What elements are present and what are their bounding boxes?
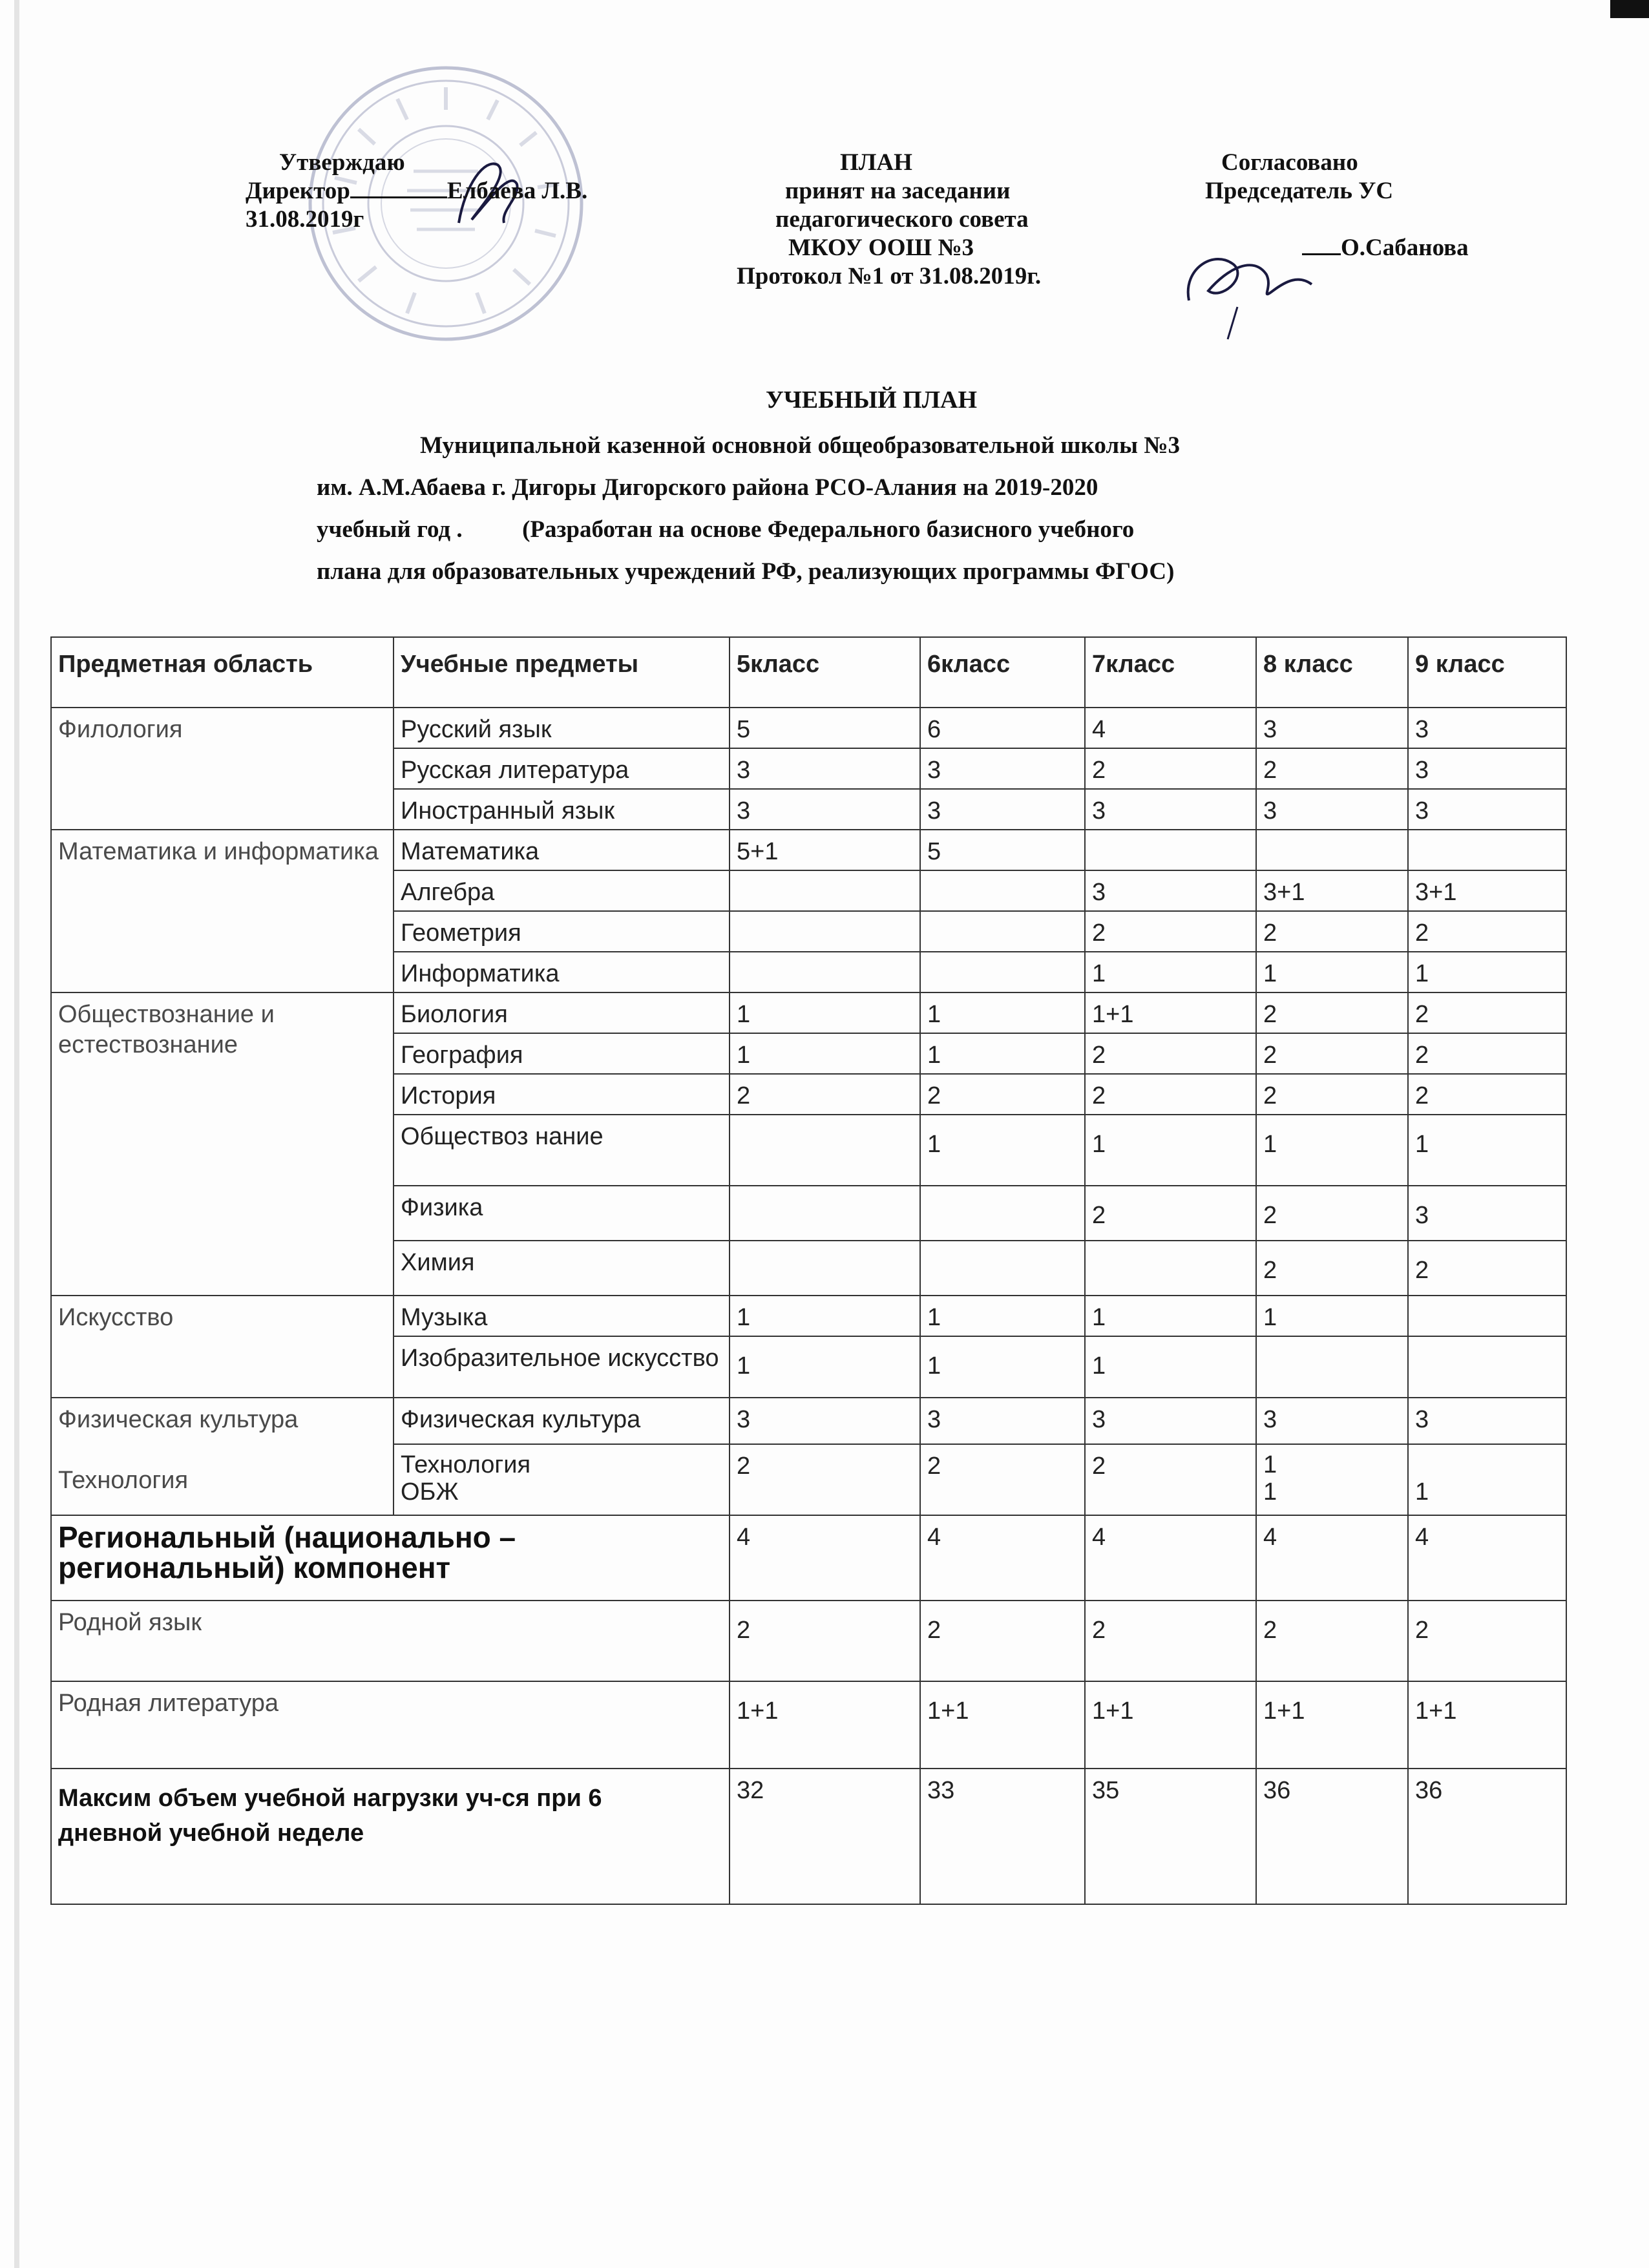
- header-cell: 8 класс: [1256, 637, 1408, 708]
- value-cell: 4: [730, 1515, 920, 1601]
- table-row: [51, 1296, 1566, 1336]
- header-cell: 6класс: [920, 637, 1085, 708]
- director-line: [246, 177, 587, 205]
- value-cell: 2: [730, 1601, 920, 1681]
- value-cell: 2: [1256, 1074, 1408, 1115]
- value-cell: 1: [730, 1033, 920, 1074]
- subject-cell: [394, 1444, 730, 1515]
- value-cell: [920, 911, 1085, 952]
- value-cell: [1408, 1444, 1566, 1515]
- value-cell: 2: [1408, 1601, 1566, 1681]
- subject-area-cell: Искусство: [51, 1296, 394, 1398]
- director-name: Елбаева Л.В.: [446, 178, 588, 204]
- area-tech: Технология: [58, 1467, 189, 1494]
- subject-cell: История: [394, 1074, 730, 1115]
- value-cell: [920, 952, 1085, 992]
- value-cell: 2: [1408, 1241, 1566, 1296]
- value-cell: 2: [1085, 1444, 1256, 1515]
- document-title: УЧЕБНЫЙ ПЛАН: [766, 386, 978, 414]
- value-cell: [920, 1241, 1085, 1296]
- value-cell: 1: [920, 1115, 1085, 1186]
- value-cell: 5: [920, 830, 1085, 870]
- value-cell: 4: [1085, 1515, 1256, 1601]
- table-row: [51, 830, 1566, 870]
- regional-label: Региональный (национально – региональный) компонент: [51, 1515, 730, 1601]
- subject-cell: Алгебра: [394, 870, 730, 911]
- value-cell: 3: [1408, 789, 1566, 830]
- subject-area-cell: Филология: [51, 708, 394, 830]
- value-cell: 2: [1085, 1033, 1256, 1074]
- native-literature-label: Родная литература: [51, 1681, 730, 1769]
- value-cell: 3: [1085, 1398, 1256, 1444]
- value-cell: [920, 1186, 1085, 1241]
- value-cell: [1408, 830, 1566, 870]
- table-row: [51, 1769, 1566, 1904]
- value-cell: 3: [730, 1398, 920, 1444]
- value-cell: 3+1: [1256, 870, 1408, 911]
- value-cell: [1256, 1336, 1408, 1398]
- subject-cell: Математика: [394, 830, 730, 870]
- area-phys: Физическая культура: [58, 1406, 299, 1433]
- value-cell: 2: [1408, 911, 1566, 952]
- value-cell: 1+1: [1256, 1681, 1408, 1769]
- intro-line1: Муниципальной казенной основной общеобразовательной школы №3: [420, 432, 1180, 459]
- table-row: [51, 1681, 1566, 1769]
- value-cell: 4: [1408, 1515, 1566, 1601]
- subject-area-cell: [51, 1398, 394, 1515]
- value-cell: 3: [730, 748, 920, 789]
- value-cell: 1+1: [1408, 1681, 1566, 1769]
- value-cell: 2: [1408, 1033, 1566, 1074]
- value-cell: 2: [1256, 1033, 1408, 1074]
- approval-block: [246, 149, 587, 234]
- value-cell: [730, 870, 920, 911]
- value-cell: 1: [1408, 952, 1566, 992]
- value-cell: 2: [1408, 1074, 1566, 1115]
- school-short-name: МКОУ ООШ №3: [788, 235, 974, 261]
- subject-cell: Обществоз нание: [394, 1115, 730, 1186]
- value-cell: 3: [920, 789, 1085, 830]
- tech-value: 1: [1263, 1451, 1277, 1478]
- native-language-label: Родной язык: [51, 1601, 730, 1681]
- subject-cell: География: [394, 1033, 730, 1074]
- value-cell: 2: [1085, 911, 1256, 952]
- subject-area-cell: Обществознание и естествознание: [51, 992, 394, 1296]
- max-load-label: [51, 1769, 730, 1904]
- value-cell: [730, 1115, 920, 1186]
- value-cell: 3+1: [1408, 870, 1566, 911]
- header-cell: 9 класс: [1408, 637, 1566, 708]
- table-row: [51, 1601, 1566, 1681]
- value-cell: 5: [730, 708, 920, 748]
- obzh-value: 1: [1415, 1478, 1429, 1506]
- value-cell: 2: [920, 1444, 1085, 1515]
- subject-cell: Русская литература: [394, 748, 730, 789]
- value-cell: 1: [730, 1296, 920, 1336]
- value-cell: 1: [920, 1336, 1085, 1398]
- value-cell: 2: [1256, 748, 1408, 789]
- agreed-label: Согласовано: [1221, 149, 1358, 176]
- value-cell: [1085, 1241, 1256, 1296]
- value-cell: 1: [1085, 952, 1256, 992]
- header-cell: 5класс: [730, 637, 920, 708]
- value-cell: [1408, 1336, 1566, 1398]
- intro-line2: им. А.М.Абаева г. Дигоры Дигорского района РСО-Алания на 2019-2020: [317, 474, 1098, 501]
- value-cell: 2: [1085, 1074, 1256, 1115]
- value-cell: [920, 870, 1085, 911]
- value-cell: 2: [1085, 1186, 1256, 1241]
- value-cell: 2: [1085, 1601, 1256, 1681]
- table-row: [51, 1398, 1566, 1444]
- chairman-name: О.Сабанова: [1341, 235, 1469, 261]
- table-row: [51, 992, 1566, 1033]
- adoption-line2: педагогического совета: [775, 206, 1029, 233]
- chairman-label: Председатель УС: [1205, 178, 1394, 204]
- value-cell: 2: [1256, 911, 1408, 952]
- value-cell: [730, 911, 920, 952]
- scan-corner: [1610, 0, 1649, 18]
- header-cell: Учебные предметы: [394, 637, 730, 708]
- subject-groups: [51, 708, 1566, 1398]
- intro-line3: учебный год . (Разработан на основе Федерального базисного учебного: [317, 516, 1135, 543]
- intro-line4: плана для образовательных учреждений РФ, реализующих программы ФГОС): [317, 558, 1175, 585]
- value-cell: 33: [920, 1769, 1085, 1904]
- header-cell: 7класс: [1085, 637, 1256, 708]
- subject-cell: Биология: [394, 992, 730, 1033]
- value-cell: 2: [1085, 748, 1256, 789]
- obzh-value: 1: [1263, 1478, 1277, 1506]
- value-cell: 3: [920, 1398, 1085, 1444]
- phys-tech-section: [51, 1398, 1566, 1515]
- subject-cell: Музыка: [394, 1296, 730, 1336]
- subject-tech: Технология: [401, 1451, 531, 1478]
- value-cell: 1: [1256, 1296, 1408, 1336]
- max-load-text: Максим объем учебной нагрузки уч-ся при 6 дневной учебной неделе: [58, 1785, 602, 1847]
- value-cell: 32: [730, 1769, 920, 1904]
- value-cell: 5+1: [730, 830, 920, 870]
- table-row: [51, 1515, 1566, 1601]
- value-cell: 2: [920, 1074, 1085, 1115]
- value-cell: 4: [920, 1515, 1085, 1601]
- value-cell: 2: [1256, 1601, 1408, 1681]
- value-cell: 3: [1408, 708, 1566, 748]
- value-cell: 2: [920, 1601, 1085, 1681]
- value-cell: 1: [920, 1033, 1085, 1074]
- protocol-line: Протокол №1 от 31.08.2019г.: [737, 263, 1042, 289]
- subject-cell: Химия: [394, 1241, 730, 1296]
- table-row: [51, 708, 1566, 748]
- value-cell: 1+1: [730, 1681, 920, 1769]
- value-cell: [1085, 830, 1256, 870]
- value-cell: 3: [1408, 1186, 1566, 1241]
- value-cell: 6: [920, 708, 1085, 748]
- value-cell: 3: [1256, 1398, 1408, 1444]
- agreement-block: [1205, 149, 1469, 262]
- value-cell: 1: [730, 992, 920, 1033]
- value-cell: 1: [1085, 1115, 1256, 1186]
- value-cell: 35: [1085, 1769, 1256, 1904]
- value-cell: 1: [1408, 1115, 1566, 1186]
- value-cell: 1+1: [1085, 1681, 1256, 1769]
- value-cell: 1: [1256, 952, 1408, 992]
- value-cell: 2: [730, 1444, 920, 1515]
- value-cell: [730, 952, 920, 992]
- value-cell: 3: [1256, 789, 1408, 830]
- value-cell: 3: [1408, 748, 1566, 789]
- subject-cell: Информатика: [394, 952, 730, 992]
- subject-cell: Физическая культура: [394, 1398, 730, 1444]
- value-cell: 1: [920, 1296, 1085, 1336]
- value-cell: 3: [1085, 870, 1256, 911]
- subject-cell: Изобразительное искусство: [394, 1336, 730, 1398]
- value-cell: [1408, 1296, 1566, 1336]
- director-label: Директор: [246, 178, 350, 204]
- value-cell: 3: [1085, 789, 1256, 830]
- value-cell: 4: [1085, 708, 1256, 748]
- value-cell: 2: [1408, 992, 1566, 1033]
- value-cell: 36: [1256, 1769, 1408, 1904]
- value-cell: 2: [1256, 992, 1408, 1033]
- subject-area-cell: Математика и информатика: [51, 830, 394, 992]
- table-header-row: [51, 637, 1566, 708]
- chairman-name-line: [1205, 234, 1469, 262]
- value-cell: 2: [1256, 1186, 1408, 1241]
- plan-adoption-block: [737, 149, 1189, 291]
- value-cell: 1+1: [920, 1681, 1085, 1769]
- value-cell: 3: [920, 748, 1085, 789]
- value-cell: 1: [1085, 1296, 1256, 1336]
- scan-edge: [14, 0, 19, 2268]
- value-cell: [730, 1186, 920, 1241]
- value-cell: 3: [1408, 1398, 1566, 1444]
- value-cell: 1: [730, 1336, 920, 1398]
- value-cell: [1256, 830, 1408, 870]
- header-cell: Предметная область: [51, 637, 394, 708]
- value-cell: 4: [1256, 1515, 1408, 1601]
- value-cell: 36: [1408, 1769, 1566, 1904]
- approval-date: 31.08.2019г: [246, 206, 364, 233]
- subject-obzh: ОБЖ: [401, 1478, 459, 1506]
- subject-cell: Физика: [394, 1186, 730, 1241]
- value-cell: 1: [920, 992, 1085, 1033]
- value-cell: 1+1: [1085, 992, 1256, 1033]
- adoption-line1: принят на заседании: [785, 178, 1011, 204]
- value-cell: [1256, 1444, 1408, 1515]
- subject-cell: Русский язык: [394, 708, 730, 748]
- subject-cell: Иностранный язык: [394, 789, 730, 830]
- approve-label: Утверждаю: [279, 149, 405, 176]
- value-cell: 1: [1256, 1115, 1408, 1186]
- value-cell: 2: [730, 1074, 920, 1115]
- value-cell: 1: [1085, 1336, 1256, 1398]
- plan-label: ПЛАН: [840, 149, 912, 176]
- value-cell: 3: [1256, 708, 1408, 748]
- intro-paragraph: [317, 425, 1512, 593]
- value-cell: [730, 1241, 920, 1296]
- value-cell: 2: [1256, 1241, 1408, 1296]
- curriculum-table: [50, 636, 1567, 1905]
- subject-cell: Геометрия: [394, 911, 730, 952]
- regional-section: [51, 1515, 1566, 1904]
- value-cell: 3: [730, 789, 920, 830]
